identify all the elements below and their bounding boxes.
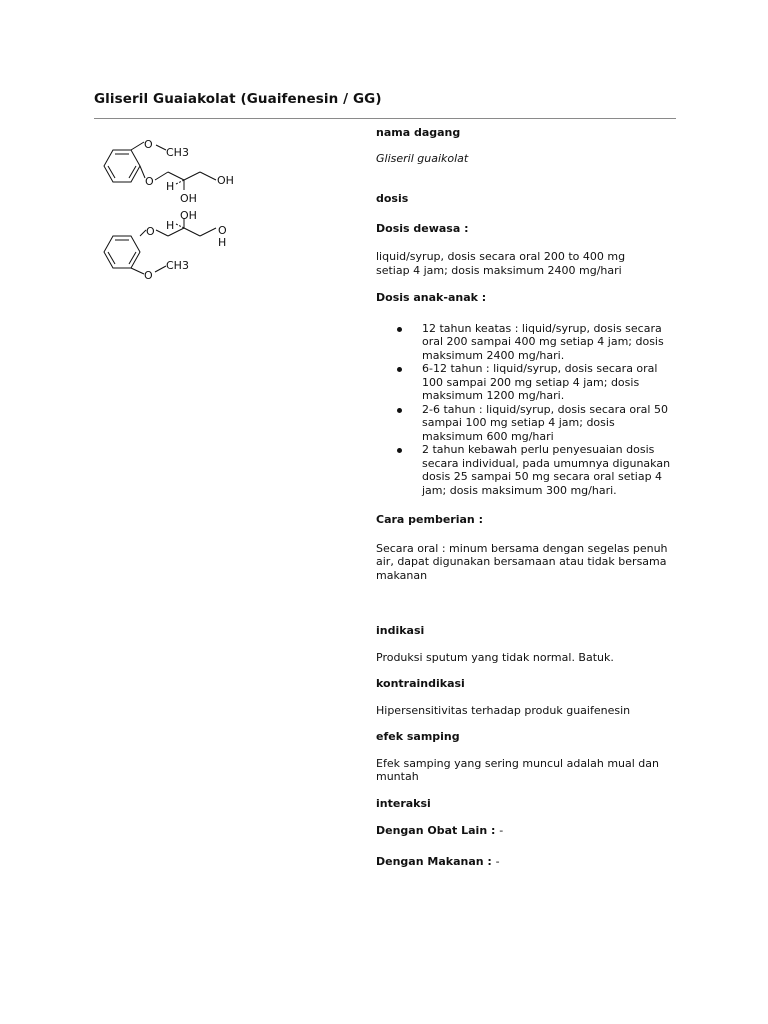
atom-oh: OH xyxy=(180,192,197,205)
benzene-ring-top xyxy=(104,150,140,182)
atom-h: H xyxy=(166,219,175,232)
bullet-dot xyxy=(397,327,402,332)
bond xyxy=(155,172,168,180)
content-column xyxy=(376,126,676,868)
bond xyxy=(184,172,200,180)
atom-oh: OH xyxy=(180,209,197,222)
list-item xyxy=(376,403,676,444)
atom-h: H xyxy=(218,236,227,249)
structure-top-labels xyxy=(144,138,234,205)
document-title: Gliseril Guaiakolat (Guaifenesin / GG) xyxy=(94,91,382,107)
bond xyxy=(156,145,166,150)
list-item xyxy=(376,362,676,403)
bond xyxy=(200,172,216,180)
structure-bottom xyxy=(104,218,216,274)
heading-dosis-dewasa: Dosis dewasa : xyxy=(376,221,469,235)
bond xyxy=(131,142,144,150)
bond xyxy=(131,268,144,274)
ring-double-bond xyxy=(129,252,136,264)
bullet-dot xyxy=(397,448,402,453)
atom-oh: OH xyxy=(217,174,234,187)
bond xyxy=(184,228,200,236)
list-item-text: 12 tahun keatas : liquid/syrup, dosis secara oral 200 sampai 400 mg setiap 4 jam; dosis maksimum 2400 mg/hari. xyxy=(422,321,664,362)
bond xyxy=(155,266,166,272)
list-item-text: 6-12 tahun : liquid/syrup, dosis secara oral 100 sampai 200 mg setiap 4 jam; dosis maksimum 1200 mg/hari. xyxy=(422,362,658,402)
atom-o: O xyxy=(146,225,155,238)
atom-o: O xyxy=(144,269,153,282)
atom-ch3: CH3 xyxy=(166,146,189,159)
heading-efek-samping: efek samping xyxy=(376,730,460,743)
interaksi-makanan-label: Dengan Makanan : xyxy=(376,854,492,868)
atom-o: O xyxy=(144,138,153,151)
interaksi-obat xyxy=(376,824,676,838)
atom-o: O xyxy=(145,175,154,188)
bond xyxy=(200,228,216,236)
heading-nama-dagang: nama dagang xyxy=(376,126,461,139)
dosis-anak-list xyxy=(376,322,676,498)
heading-interaksi: interaksi xyxy=(376,796,431,810)
heading-dosis: dosis xyxy=(376,192,409,205)
heading-indikasi: indikasi xyxy=(376,624,425,637)
ring-double-bond xyxy=(108,166,115,178)
heading-cara-pemberian: Cara pemberian : xyxy=(376,513,483,526)
bond xyxy=(168,172,184,180)
bullet-dot xyxy=(397,367,402,372)
efek-samping-text: Efek samping yang sering muncul adalah mual dan muntah xyxy=(376,756,659,783)
hash-bond xyxy=(176,224,184,228)
atom-o: O xyxy=(218,224,227,237)
ring-double-bond xyxy=(129,166,136,178)
interaksi-obat-value: - xyxy=(499,824,504,837)
atom-ch3: CH3 xyxy=(166,259,189,272)
list-item xyxy=(376,443,676,497)
title-divider xyxy=(94,118,676,119)
interaksi-makanan xyxy=(376,855,676,869)
kontraindikasi-text: Hipersensitivitas terhadap produk guaifenesin xyxy=(376,703,631,717)
structure-top xyxy=(104,142,216,190)
hash-bond xyxy=(176,180,184,184)
list-item xyxy=(376,322,676,363)
nama-dagang-text: Gliseril guaikolat xyxy=(376,151,469,165)
interaksi-makanan-value: - xyxy=(495,854,500,868)
interaksi-obat-label: Dengan Obat Lain : xyxy=(376,824,496,837)
heading-dosis-anak: Dosis anak-anak : xyxy=(376,291,487,304)
ring-double-bond xyxy=(108,252,115,264)
heading-kontraindikasi: kontraindikasi xyxy=(376,677,465,690)
list-item-text: 2-6 tahun : liquid/syrup, dosis secara oral 50 sampai 100 mg setiap 4 jam; dosis maksimum 600 mg/hari xyxy=(422,402,668,443)
atom-h: H xyxy=(166,180,175,193)
cara-pemberian-text: Secara oral : minum bersama dengan segelas penuh air, dapat digunakan bersamaan atau tidak bersama makanan xyxy=(376,541,668,582)
list-item-text: 2 tahun kebawah perlu penyesuaian dosis secara individual, pada umumnya digunakan dosis 25 sampai 50 mg secara oral setiap 4 jam; dosis maksimum 300 mg/hari. xyxy=(422,443,671,497)
indikasi-text: Produksi sputum yang tidak normal. Batuk. xyxy=(376,650,614,664)
chemical-structures xyxy=(88,128,348,288)
dosis-dewasa-text: liquid/syrup, dosis secara oral 200 to 400 mg setiap 4 jam; dosis maksimum 2400 mg/hari xyxy=(376,250,626,277)
benzene-ring-bottom xyxy=(104,236,140,268)
bullet-dot xyxy=(397,408,402,413)
